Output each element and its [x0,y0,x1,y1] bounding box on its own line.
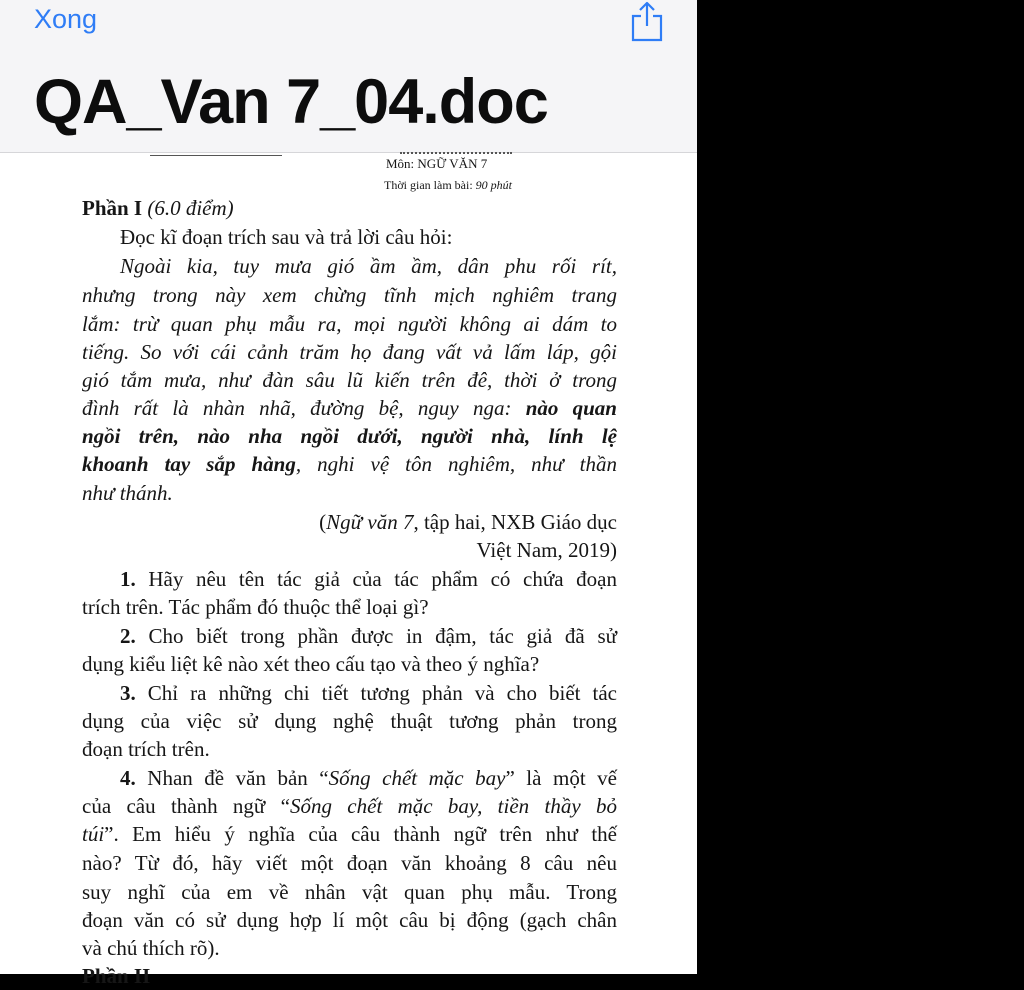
question-line: trích trên. Tác phẩm đó thuộc thể loại gì? [82,595,429,619]
question-italic-text: Sống chết mặc bay [328,766,506,790]
passage-text: đình rất là nhàn nhã, đường bệ, nguy nga: [82,396,512,420]
share-icon[interactable] [628,0,666,42]
question-number: 4. [120,766,136,790]
question-1 [120,565,617,593]
source-citation [82,508,617,536]
source-open: ( [319,510,327,534]
subject-text: Môn: NGỮ VĂN 7 [386,156,488,171]
passage-line: như thánh. [82,481,173,505]
question-line: đoạn văn có sử dụng hợp lí một câu bị động (gạch chân [82,908,617,932]
passage-line: lắm: trừ quan phụ mẫu ra, mọi người không ai dám to [82,312,617,336]
part1-title: Phần I [82,196,143,220]
header-rule [150,155,282,156]
passage-line [82,394,617,422]
question-text: của câu thành ngữ “ [82,794,290,818]
source-rest: , tập hai, NXB Giáo dục [413,510,617,534]
question-text: ”. Em hiểu ý nghĩa của câu thành ngữ trên như thế [104,822,617,846]
question-text: Nhan đề văn bản “ [147,766,329,790]
question-number: 3. [120,681,136,705]
passage-line [82,450,617,478]
question-line: suy nghĩ của em về nhân vật quan phụ mẫu. Trong [82,880,617,904]
question-3 [120,679,617,707]
time-value: 90 phút [475,178,513,192]
document-title: QA_Van 7_04.doc [34,67,548,137]
question-line: nào? Từ đó, hãy viết một đoạn văn khoảng 8 câu nêu [82,851,617,875]
subject-label [386,156,487,172]
passage-line: nhưng trong này xem chừng tĩnh mịch nghiêm trang [82,283,617,307]
question-number: 1. [120,567,136,591]
source-book: Ngữ văn 7 [326,510,414,534]
question-line: dụng kiểu liệt kê nào xét theo cấu tạo và theo ý nghĩa? [82,652,540,676]
question-italic-text: túi [82,822,105,846]
passage-bold-text: khoanh tay sắp hàng [82,452,296,476]
question-text: Hãy nêu tên tác giả của tác phẩm có chứa đoạn [148,567,617,591]
part2-heading: Phần II [82,964,151,988]
instruction: Đọc kĩ đoạn trích sau và trả lời câu hỏi: [120,225,453,249]
passage-text: , nghi vệ tôn nghiêm, như thần [295,452,617,476]
question-number: 2. [120,624,136,648]
passage-bold-line: ngồi trên, nào nha ngồi dưới, người nhà, lính lệ [82,424,617,448]
part1-points: (6.0 điểm) [147,196,234,220]
passage-line: gió tắm mưa, như đàn sâu lũ kiến trên đê, thời ở trong [82,368,617,392]
question-line: và chú thích rõ). [82,936,220,960]
done-button[interactable]: Xong [34,4,98,34]
time-label-text: Thời gian làm bài: [384,178,473,192]
question-text: Chỉ ra những chi tiết tương phản và cho biết tác [147,681,617,705]
question-2 [120,622,617,650]
navigation-bar [0,0,697,153]
question-text: Cho biết trong phần được in đậm, tác giả đã sử [148,624,617,648]
source-citation-line2: Việt Nam, 2019) [476,538,617,562]
question-line [82,792,617,820]
part1-heading [82,194,617,222]
question-line: đoạn trích trên. [82,737,210,761]
document-page[interactable] [0,152,697,988]
question-italic-text: Sống chết mặc bay, tiền thầy bỏ [289,794,617,818]
time-label [384,178,512,193]
question-line [82,820,617,848]
question-4 [120,764,617,792]
passage-line: Ngoài kia, tuy mưa gió ầm ầm, dân phu rối rít, [120,254,617,278]
passage-bold-text: nào quan [525,396,617,420]
question-text: ” là một vế [505,766,617,790]
question-line: dụng của việc sử dụng nghệ thuật tương phản trong [82,709,617,733]
passage-line: tiếng. So với cái cảnh trăm họ đang vất vả lấm láp, gội [82,340,617,364]
